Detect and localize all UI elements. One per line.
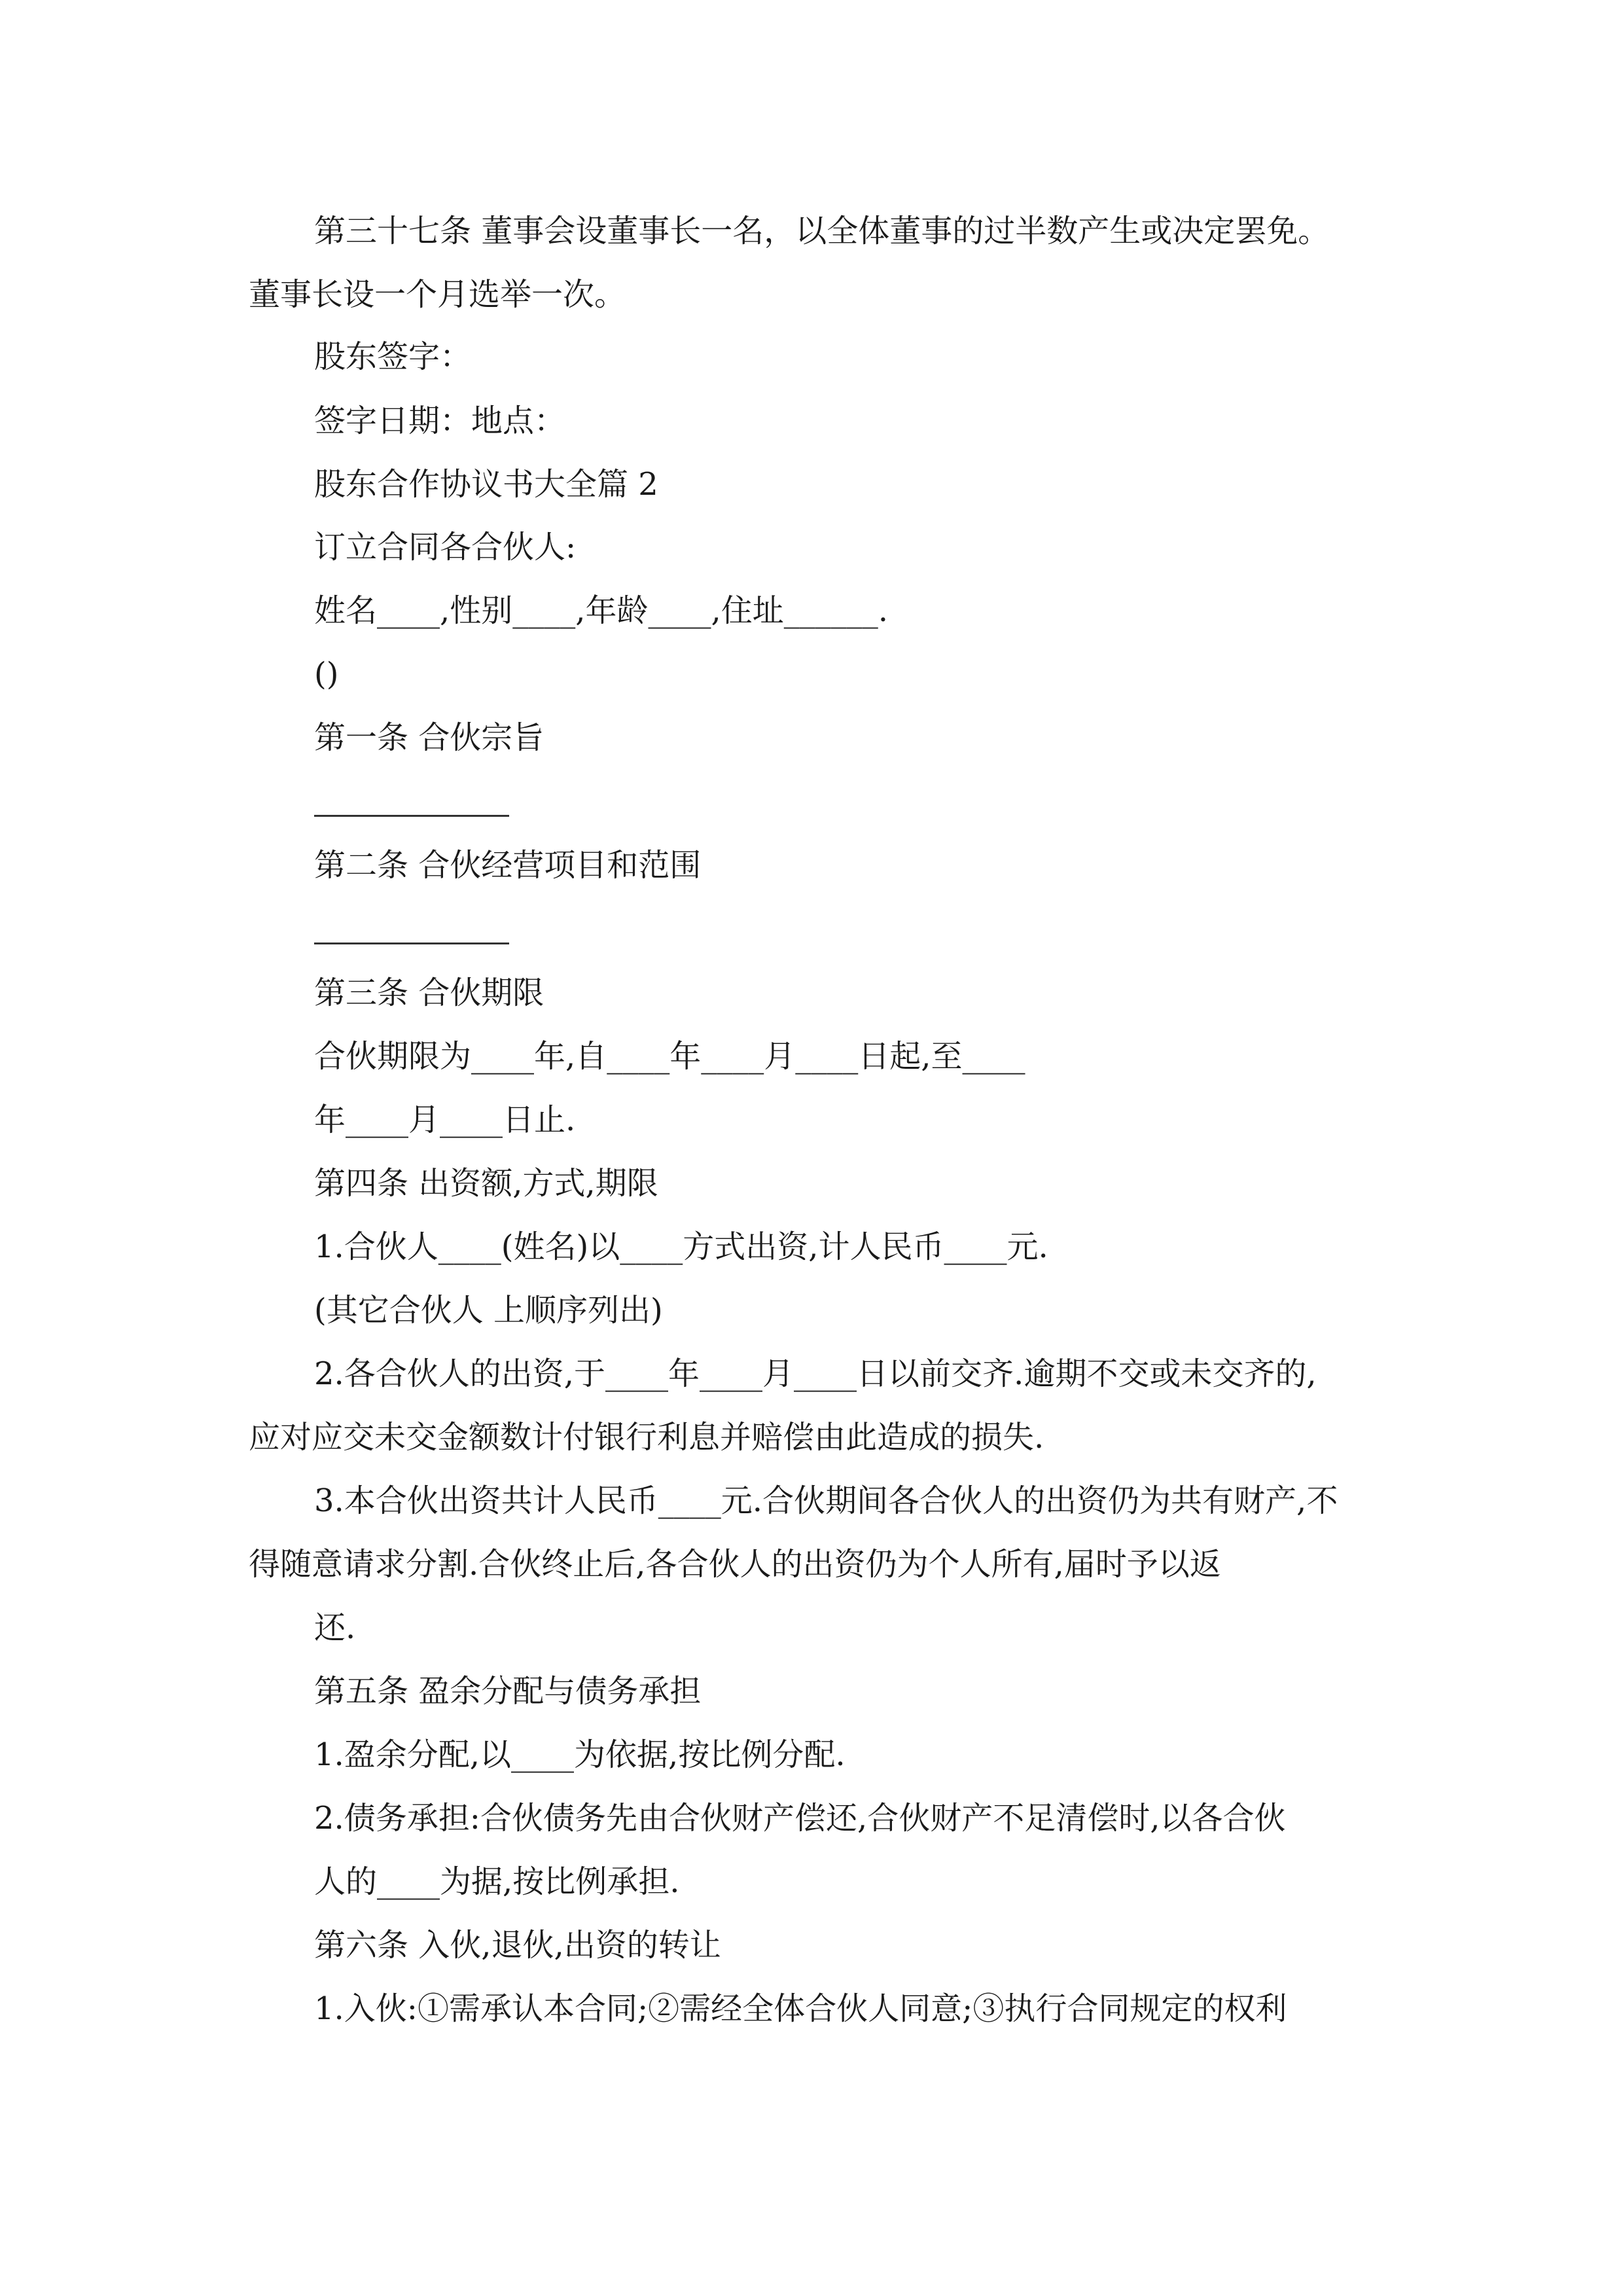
signing-date-place-label: 签字日期：地点：	[314, 403, 566, 439]
article-5-item-1: 1.盈余分配,以____为依据,按比例分配.	[314, 1736, 846, 1773]
article-37-line-2: 董事长设一个月选举一次。	[249, 276, 626, 313]
article-4-item-2-line-1: 2.各合伙人的出资,于____年____月____日以前交齐.逾期不交或未交齐的,	[314, 1355, 1317, 1392]
parentheses-line: ()	[314, 656, 339, 692]
article-6-heading: 第六条 入伙,退伙,出资的转让	[314, 1927, 721, 1964]
article-3-heading: 第三条 合伙期限	[314, 975, 544, 1011]
article-2-heading: 第二条 合伙经营项目和范围	[314, 847, 702, 884]
article-2-blank-rule	[314, 942, 509, 944]
article-4-item-3-line-2: 得随意请求分割.合伙终止后,各合伙人的出资仍为个人所有,届时予以返	[249, 1546, 1221, 1583]
article-1-blank-rule	[314, 815, 509, 817]
section-heading: 股东合作协议书大全篇 2	[314, 466, 658, 503]
article-4-heading: 第四条 出资额,方式,期限	[314, 1165, 658, 1202]
shareholder-signature-label: 股东签字：	[314, 338, 472, 375]
partners-intro: 订立合同各合伙人:	[314, 529, 577, 565]
article-4-item-3-line-3: 还.	[314, 1609, 356, 1646]
article-4-item-2-line-2: 应对应交未交金额数计付银行利息并赔偿由此造成的损失.	[249, 1419, 1044, 1456]
article-4-item-1: 1.合伙人____(姓名)以____方式出资,计人民币____元.	[314, 1229, 1048, 1265]
article-1-heading: 第一条 合伙宗旨	[314, 719, 544, 756]
article-5-item-2-line-2: 人的____为据,按比例承担.	[314, 1863, 680, 1900]
partner-info-fields: 姓名____,性别____,年龄____,住址______.	[314, 592, 889, 629]
article-5-item-2-line-1: 2.债务承担:合伙债务先由合伙财产偿还,合伙财产不足清偿时,以各合伙	[314, 1800, 1286, 1837]
article-37-line-1: 第三十七条 董事会设董事长一名，以全体董事的过半数产生或决定罢免。	[314, 213, 1330, 249]
article-3-term-line-1: 合伙期限为____年,自____年____月____日起,至____	[314, 1038, 1026, 1075]
article-3-term-line-2: 年____月____日止.	[314, 1102, 576, 1138]
article-4-note: (其它合伙人 上顺序列出)	[314, 1292, 663, 1329]
article-4-item-3-line-1: 3.本合伙出资共计人民币____元.合伙期间各合伙人的出资仍为共有财产,不	[314, 1482, 1338, 1519]
article-6-item-1: 1.入伙:①需承认本合同;②需经全体合伙人同意;③执行合同规定的权利	[314, 1990, 1287, 2027]
article-5-heading: 第五条 盈余分配与债务承担	[314, 1673, 702, 1710]
